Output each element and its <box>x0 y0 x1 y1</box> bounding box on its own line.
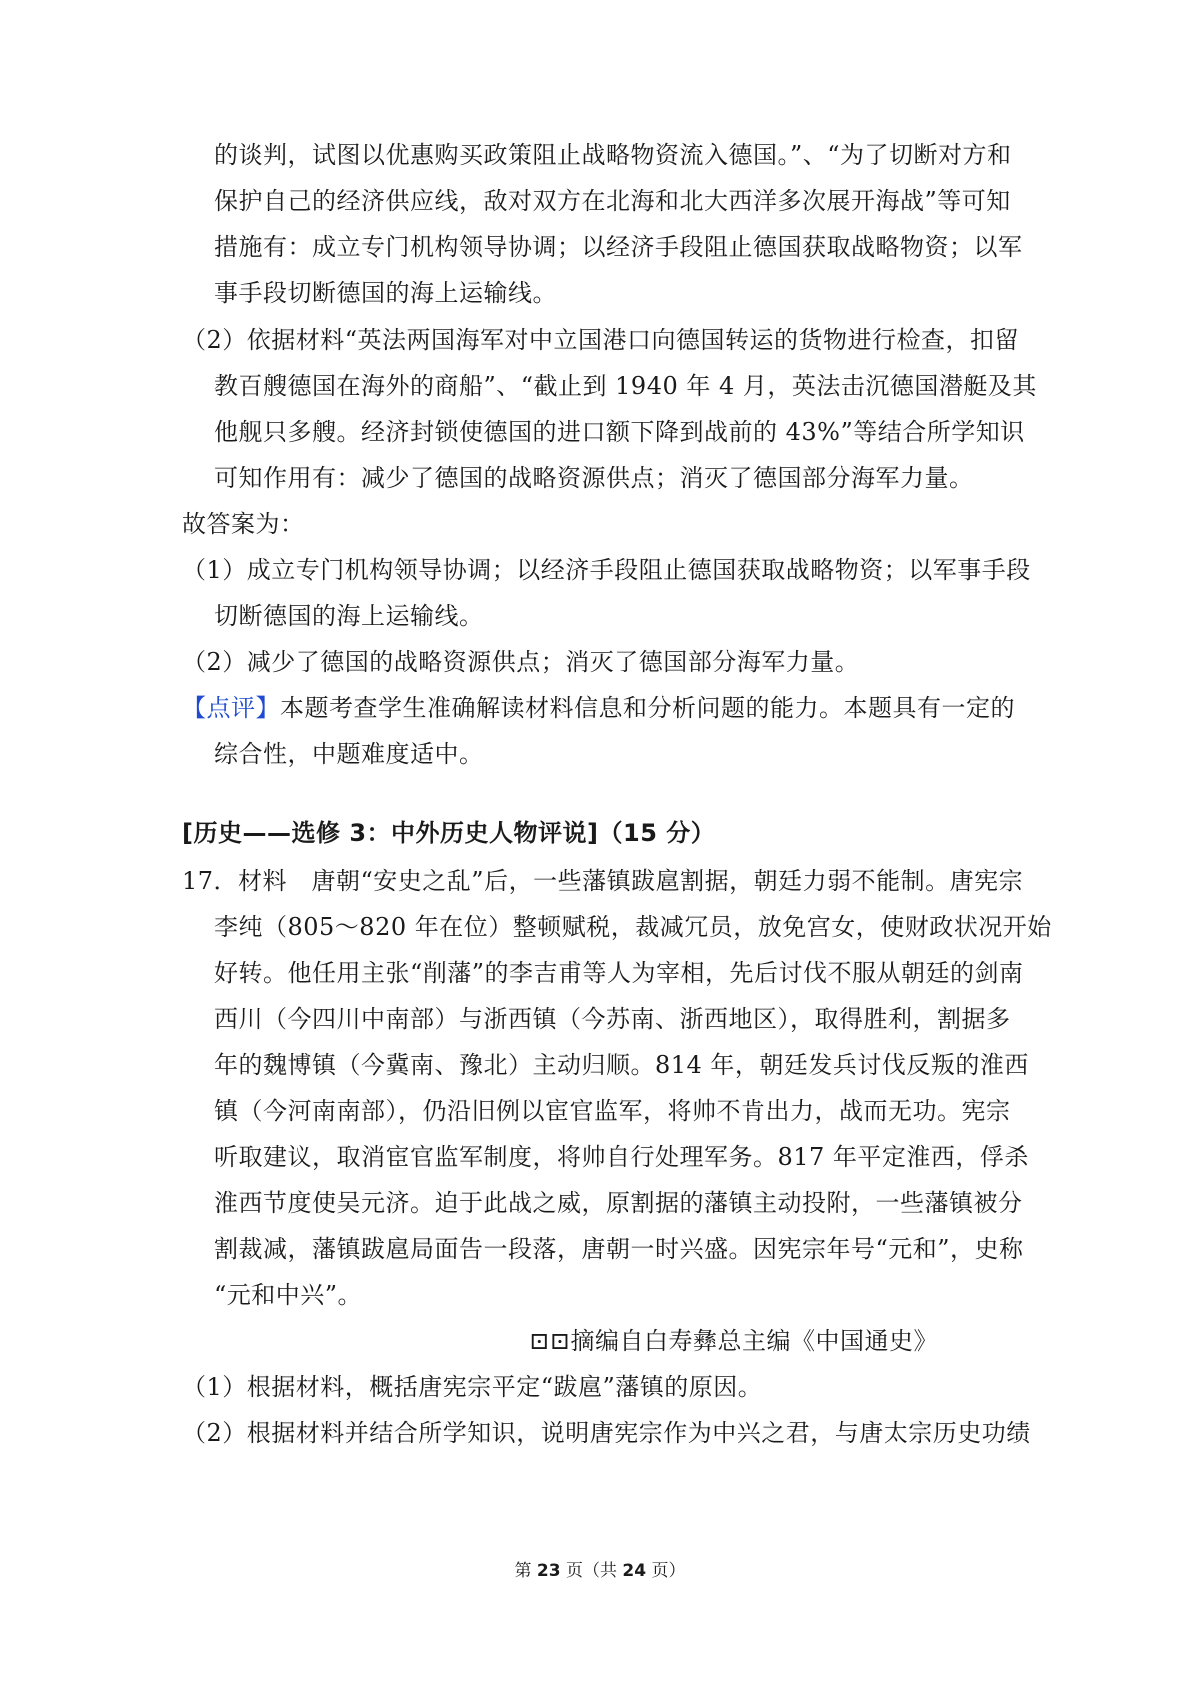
text-line: 措施有：成立专门机构领导协调；以经济手段阻止德国获取战略物资；以军 <box>214 233 1023 261</box>
text-line: 淮西节度使吴元济。迫于此战之威，原割据的藩镇主动投附，一些藩镇被分 <box>214 1189 1023 1217</box>
source-citation: ⊡⊡摘编自白寿彝总主编《中国通史》 <box>529 1327 938 1355</box>
comment-line <box>182 693 1015 723</box>
comment-text: 本题考查学生准确解读材料信息和分析问题的能力。本题具有一定的 <box>280 694 1015 722</box>
text-line: 保护自己的经济供应线，敌对双方在北海和北大西洋多次展开海战”等可知 <box>214 187 1011 215</box>
text-line: 切断德国的海上运输线。 <box>214 602 484 630</box>
text-line: （2）减少了德国的战略资源供点；消灭了德国部分海军力量。 <box>182 648 860 676</box>
footer-prefix: 第 <box>514 1561 532 1581</box>
sub-question-2: （2）根据材料并结合所学知识，说明唐宪宗作为中兴之君，与唐太宗历史功绩 <box>182 1419 1031 1447</box>
question-17-line: 17．材料 唐朝“安史之乱”后，一些藩镇跋扈割据，朝廷力弱不能制。唐宪宗 <box>182 867 1024 895</box>
text-line: 李纯（805～820 年在位）整顿赋税，裁减冗员，放免宫女，使财政状况开始 <box>214 913 1052 941</box>
footer-suffix: 页） <box>651 1561 686 1581</box>
text-line: 教百艘德国在海外的商船”、“截止到 1940 年 4 月，英法击沉德国潜艇及其 <box>214 372 1037 400</box>
page-footer <box>0 1560 1200 1582</box>
text-line: 西川（今四川中南部）与浙西镇（今苏南、浙西地区），取得胜利，割据多 <box>214 1005 1011 1033</box>
text-line: 事手段切断德国的海上运输线。 <box>214 279 557 307</box>
text-line: 综合性，中题难度适中。 <box>214 740 484 768</box>
text-line: （1）成立专门机构领导协调；以经济手段阻止德国获取战略物资；以军事手段 <box>182 556 1031 584</box>
comment-tag: 【点评】 <box>182 694 280 722</box>
text-line: 听取建议，取消宦官监军制度，将帅自行处理军务。817 年平定淮西，俘杀 <box>214 1143 1029 1171</box>
text-line: 割裁减，藩镇跋扈局面告一段落，唐朝一时兴盛。因宪宗年号“元和”，史称 <box>214 1235 1024 1263</box>
sub-question-1: （1）根据材料，概括唐宪宗平定“跋扈”藩镇的原因。 <box>182 1373 763 1401</box>
text-line: 的谈判，试图以优惠购买政策阻止战略物资流入德国。”、“为了切断对方和 <box>214 141 1012 169</box>
text-line: （2）依据材料“英法两国海军对中立国港口向德国转运的货物进行检查，扣留 <box>182 326 1020 354</box>
answer-heading: 故答案为： <box>182 510 305 538</box>
page-number: 23 <box>536 1561 561 1581</box>
text-line: 年的魏博镇（今冀南、豫北）主动归顺。814 年，朝廷发兵讨伐反叛的淮西 <box>214 1051 1029 1079</box>
text-line: 可知作用有：减少了德国的战略资源供点；消灭了德国部分海军力量。 <box>214 464 974 492</box>
text-line: 镇（今河南南部），仍沿旧例以宦官监军，将帅不肯出力，战而无功。宪宗 <box>214 1097 1011 1125</box>
text-line: 好转。他任用主张“削藩”的李吉甫等人为宰相，先后讨伐不服从朝廷的剑南 <box>214 959 1024 987</box>
text-line: “元和中兴”。 <box>214 1281 363 1309</box>
footer-middle: 页（共 <box>566 1561 617 1581</box>
section-title: [历史——选修 3：中外历史人物评说]（15 分） <box>182 819 716 847</box>
text-line: 他舰只多艘。经济封锁使德国的进口额下降到战前的 43%”等结合所学知识 <box>214 418 1025 446</box>
total-pages: 24 <box>622 1561 647 1581</box>
